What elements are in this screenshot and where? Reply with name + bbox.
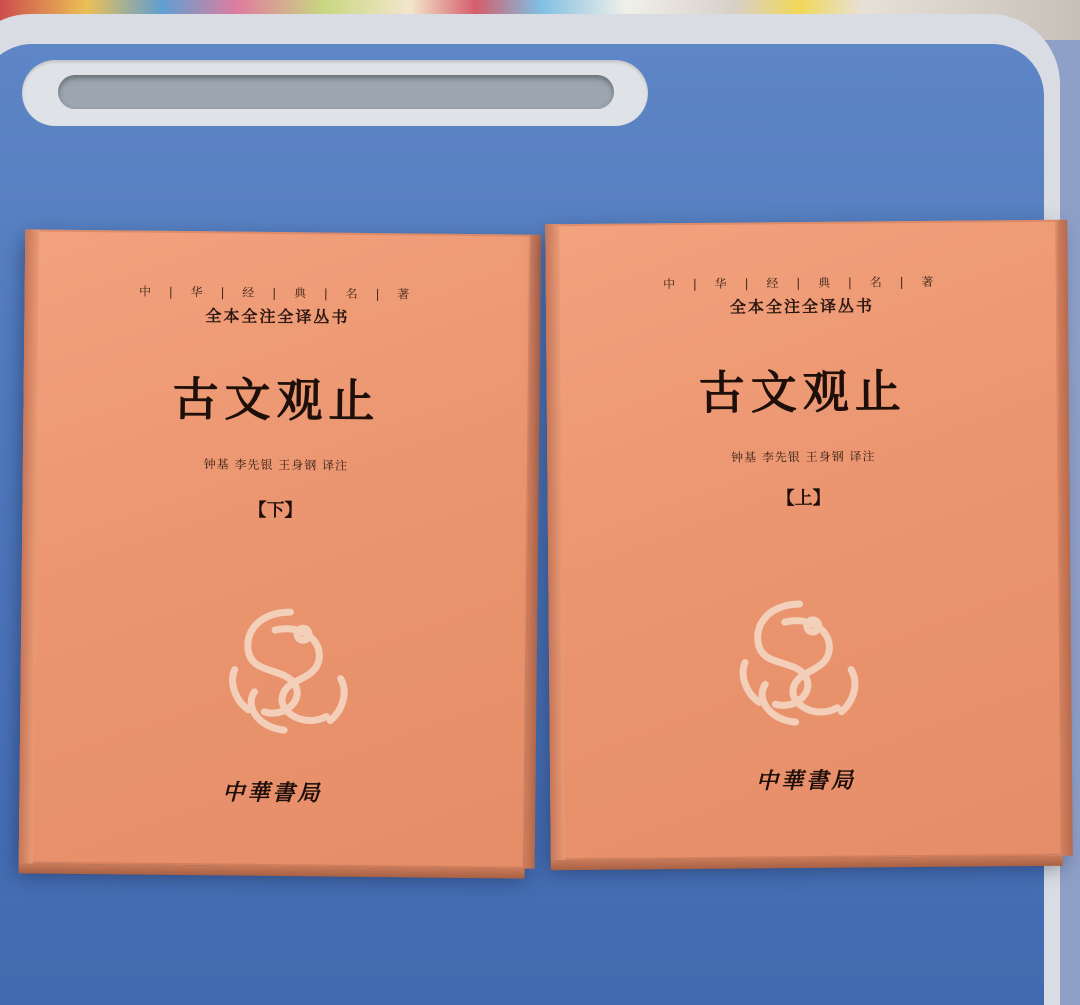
book-title: 古文观止 <box>172 371 381 429</box>
book-title: 古文观止 <box>698 364 907 420</box>
publisher-logo: 中華書局 <box>755 767 857 795</box>
subseries-label: 全本全注全译丛书 <box>205 306 350 327</box>
book-volume-lower <box>19 229 532 868</box>
pen-slot <box>22 60 648 126</box>
volume-label: 【上】 <box>776 487 831 510</box>
book-page-edge <box>1057 220 1073 856</box>
dragon-emblem-icon <box>214 593 366 745</box>
authors-line: 钟基 李先银 王身钢 译注 <box>730 449 876 465</box>
series-label: 中 | 华 | 经 | 典 | 名 | 著 <box>138 284 417 302</box>
authors-line: 钟基 李先银 王身钢 译注 <box>203 457 349 473</box>
pen-slot-groove <box>58 75 614 109</box>
series-label: 中 | 华 | 经 | 典 | 名 | 著 <box>663 274 941 292</box>
book-volume-upper <box>545 220 1063 860</box>
subseries-label: 全本全注全译丛书 <box>729 296 875 317</box>
dragon-emblem-icon <box>724 585 875 736</box>
volume-label: 【下】 <box>248 499 303 522</box>
publisher-logo: 中華書局 <box>222 779 323 807</box>
